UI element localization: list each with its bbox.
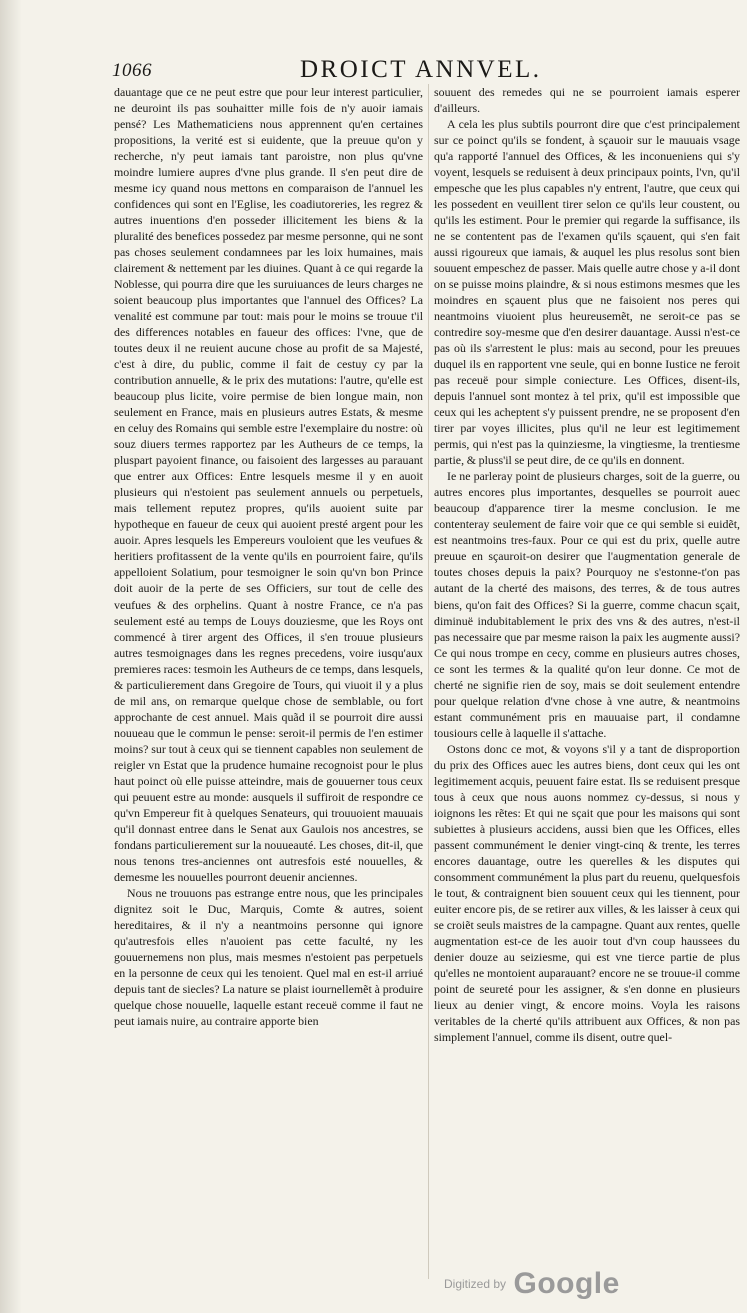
right-paragraph-3: Ie ne parleray point de plusieurs charges, soit de la guerre, ou autres encores plus importantes, desquelles se pourroit auec beaucoup d'apparence tirer la mesme conclusion. Ie me contenteray seulement de faire voir que ce qui semble si euidẽt, est neantmoins tres-faux. Pour ce qui est du prix, quelle autre preuue en sçauroit-on desirer que l'augmentation generale de toutes choses depuis la paix? Pourquoy ne s'estonne-t'on pas autant de la cherté des maisons, des terres, & de tous autres biens, qu'on fait des Offices? Si la guerre, comme chacun sçait, diminuë indubitablement le prix des vns & des autres, n'est-il pas necessaire que par mesme raison la paix les augmente aussi? Ce qui nous trompe en cecy, comme en plusieurs autres choses, ce sont les termes & la qualité qu'on leur donne. Ce mot de cherté ne signifie rien de soy, mais se doit seulement entendre pour quelque relation d'vne chose à vne autre, & neantmoins estant communément pris en mauuaise part, il condamne tousiours celle à laquelle il s'attache.	[434, 469, 740, 740]
digitization-watermark	[444, 1267, 620, 1301]
right-paragraph-2: A cela les plus subtils pourront dire que c'est principalement sur ce poinct qu'ils se fondent, à sçauoir sur le mauuais vsage qu'a rapporté l'annuel des Offices, & les inconueniens qui s'y voyent, lesquels se reduisent à deux principaux points, l'vn, qu'il empesche que les plus capables n'y entrent, l'autre, que ceux qui les possedent en veuillent tirer selon ce qu'ils leur coustent, ou qu'ils les estiment. Pour le premier qui regarde la suffisance, ils ne se contentent pas de l'examen qu'ils sçauent, qui s'en fait aussi rigoureux que iamais, & auquel les plus resolus sont bien souuent empeschez de passer. Mais quelle autre chose y a-il dont on se puisse moins plaindre, & si nous estimons mesmes que les moindres en sçauent plus que ne faisoient nos peres qui neantmoins viuoient plus heureusemẽt, ne seroit-ce pas se contredire soy-mesme que d'en desirer dauantage. Aussi n'est-ce pas où ils s'arrestent le plus: mais au second, pour les preuues duquel ils en rapportent vne seule, qui en bonne Iustice ne feroit pas receuë pour simple coniecture. Les Offices, disent-ils, depuis l'annuel sont montez à tel prix, qu'il est impossible que ceux qui les acheptent s'y puissent prendre, ne se proposent d'en tirer par voyes illicites, plus qu'il ne leur est legitimement permis, qui n'est pas la quinziesme, la vingtiesme, la trentiesme partie, & pluss'il se peut dire, de ce qu'ils en donnent.	[434, 117, 740, 468]
running-title: DROICT ANNVEL.	[300, 56, 542, 83]
right-column	[434, 84, 740, 1045]
left-paragraph-2: Nous ne trouuons pas estrange entre nous, que les principales dignitez soit le Duc, Marquis, Comte & autres, soient hereditaires, & il n'y a neantmoins personne qui ignore qu'autresfois elles n'auoient pas cette faculté, ny les gouuernemens non plus, mais mesmes n'estoient pas perpetuels en la personne de ceux qui les tenoient. Quel mal en est-il arriué depuis tant de siecles? La nature se plaist iournellemẽt à produire quelque chose nouuelle, laquelle estant receuë comme il faut ne peut iamais nuire, au contraire apporte bien	[114, 885, 423, 1028]
binding-shadow	[0, 0, 22, 1313]
left-column	[114, 84, 423, 1029]
watermark-label: Digitized by	[444, 1277, 507, 1291]
left-paragraph-1: dauantage que ce ne peut estre que pour leur interest particulier, ne deuroint ils pas souhaitter mille fois de n'y auoir iamais pensé? Les Mathematiciens nous apprennent qu'en certaines propositions, la verité est si euidente, que la preuue qu'on y recherche, n'y peut iamais tant paroistre, non plus qu'vne moindre lumiere aupres d'vne plus grande. Il s'en peut dire de mesme icy quand nous mettons en comparaison de l'annuel les confidences qui sont en l'Eglise, les coadiutoreries, les regrez & autres inuentions d'en posseder illicitement les biens & la pluralité des benefices possedez par mesme personne, qui ne sont pas choses seulement condamnees par les loix humaines, mais clairement & nettement par les diuines. Quant à ce qui regarde la Noblesse, qui pourra dire que les suruiuances de leurs charges ne soient beaucoup plus importantes que l'annuel des Offices? La venalité est commune par tout: mais pour le moins se trouue t'il des differences notables en faueur des offices: l'vne, que de toutes deux il ne reuient aucune chose au profit de sa Majesté, c'est à dire, du public, comme il fait de cestuy cy par la contribution annuelle, & le prix des mutations: l'autre, qu'elle est beaucoup plus licite, voire permise de bien longue main, non seulement en France, mais en plusieurs autres Estats, & mesme en celuy des Romains qui semble estre l'exemplaire du nostre: où souz diuers termes rapportez par les Autheurs de ce temps, la pluspart payoient finance, ou faisoient des largesses au parauant que entrer aux Offices: Entre lesquels mesme il y en auoit plusieurs qui n'estoient pas seulement annuels ou perpetuels, mais tellement reputez propres, qu'ils auoient suite par hypotheque en faueur de ceux qui auoient presté argent pour les auoir. Apres lesquels les Empereurs vouloient que les veufues & heritiers profitassent de la vente qu'ils en pourroient faire, qu'ils appelloient Solatium, pour tesmoigner le soin qu'vn bon Prince doit auoir de la perte de ses Officiers, sur tout de celle des veufues & des orphelins. Quant à nostre France, ce n'a pas seulement esté au temps de Louys douziesme, que les Roys ont commencé à tirer argent des Offices, il s'en trouue plusieurs autres tesmoignages dans les regnes precedens, voire iusqu'aux premieres races: tesmoin les Autheurs de ce temps, dans lesquels, & particulierement dans Gregoire de Tours, qui viuoit il y a plus de mil ans, on remarque quelque chose de semblable, ou fort approchante de cest annuel. Mais quãd il se pourroit dire aussi nouueau que le commun le pense: seroit-il permis de l'en estimer moins? sur tout à ceux qui se tiennent capables non seulement de reigler vn Estat que la prudence humaine recognoist pour le plus haut poinct où elle puisse atteindre, mais de gouuerner tous ceux qui peuuent estre au monde: ausquels il suffiroit de respondre ce qu'vn Empereur fit à quelques Senateurs, qui trouuoient mauuais qu'il donnast entree dans le Senat aux Gaulois nos ancestres, se fondans particulierement sur la nouueauté. Les choses, dit-il, que nous tenons tres-anciennes ont autresfois esté nouuelles, & demesme les nouuelles pourront deuenir anciennes.	[114, 85, 423, 884]
watermark-brand: Google	[513, 1267, 620, 1300]
column-divider	[428, 84, 429, 1279]
page-number: 1066	[112, 60, 152, 81]
right-paragraph-1: souuent des remedes qui ne se pourroient iamais esperer d'ailleurs.	[434, 85, 740, 116]
right-paragraph-4: Ostons donc ce mot, & voyons s'il y a tant de disproportion du prix des Offices auec les autres biens, dont ceux qui les ont legitimement acquis, peuuent faire estat. Ils se reduisent presque tous à ceux que nous auons nommez cy-dessus, si nous y ioignons les rẽtes: Et qui ne sçait que pour les maisons qui sont subiettes à plusieurs accidens, aussi bien que les Offices, elles passent communément le denier vingt-cinq & trente, les terres encores dauantage, outre les querelles & les disputes qui consomment communément la plus part du reuenu, quelquesfois le tout, & contraignent bien souuent ceux qui les tiennent, pour euiter encore pis, de se retirer aux villes, & les laisser à ceux qui se croiẽt seuls maistres de la campagne. Quant aux rentes, quelle augmentation est-ce de les auoir tout d'vn coup haussees du denier douze au seiziesme, qui est vne tierce partie de plus qu'elles ne montoient auparauant? encore ne se trouue-il comme point de seureté pour les assigner, & s'en donne en plusieurs lieux au denier vingt, & encore moins. Voyla les raisons veritables de la cherté qu'ils attribuent aux Offices, & non pas simplement l'annuel, comme ils disent, outre quel-	[434, 741, 740, 1044]
